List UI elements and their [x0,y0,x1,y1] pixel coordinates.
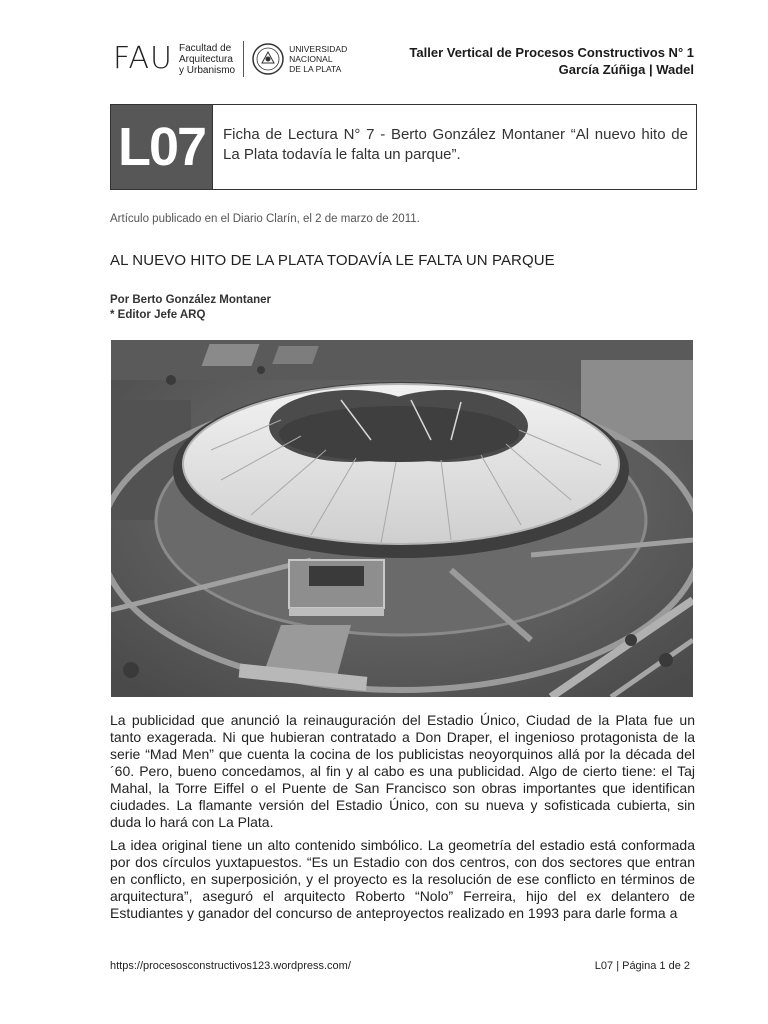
institution-logos [113,38,347,80]
footer-url[interactable]: https://procesosconstructivos123.wordpress.com/ [110,960,351,972]
article-heading: AL NUEVO HITO DE LA PLATA TODAVÍA LE FALTA UN PARQUE [110,252,555,269]
author-role: * Editor Jefe ARQ [110,309,206,321]
logo-divider [243,41,244,77]
reading-title-box [110,104,697,190]
unlp-seal-icon [252,43,284,75]
reading-code: L07 [111,105,213,189]
stadium-aerial-photo [111,340,693,697]
paragraph-2: La idea original tiene un alto contenido simbólico. La geometría del estadio está conformada por dos círculos yuxtapuestos. “Es un Estadio con dos centros, con dos sectores que entran en conflicto, en superposición, y el proyecto es la resolución de ese conflicto en términos de arquitectura”, aseguró el arquitecto Roberto “Nolo” Ferreira, hijo del ex delantero de Estudiantes y ganador del concurso de anteproyectos realizado en 1993 para darle forma a [110,837,695,921]
course-title: Taller Vertical de Procesos Constructivos N° 1 [409,45,694,60]
unlp-name: UNIVERSIDAD NACIONAL DE LA PLATA [289,44,348,74]
fau-logo: FAU [113,41,173,76]
course-header [409,44,694,78]
fau-name: Facultad de Arquitectura y Urbanismo [178,42,236,76]
byline [110,293,271,323]
publication-note: Artículo publicado en el Diario Clarín, el 2 de marzo de 2011. [110,213,420,225]
course-professors: García Zúñiga | Wadel [558,62,694,77]
reading-title: Ficha de Lectura N° 7 - Berto González Montaner “Al nuevo hito de La Plata todavía le falta un parque”. [223,126,688,163]
footer-page-number: L07 | Página 1 de 2 [594,960,690,972]
author: Por Berto González Montaner [110,294,272,306]
paragraph-1: La publicidad que anunció la reinauguración del Estadio Único, Ciudad de la Plata fue un tanto exagerada. Ni que hubieran contratado a Don Draper, el ingenioso protagonista de la serie “Mad Men” que cuenta la cocina de los publicistas neoyorquinos allá por la década del ´60. Pero, bueno concedamos, al fin y al cabo es una publicidad. Algo de cierto tiene: el Taj Mahal, la Torre Eiffel o el Puente de San Francisco son obras importantes que identifican ciudades. La flamante versión del Estadio Único, con su nueva y sofisticada cubierta, sin duda lo hará con La Plata. [110,712,695,830]
